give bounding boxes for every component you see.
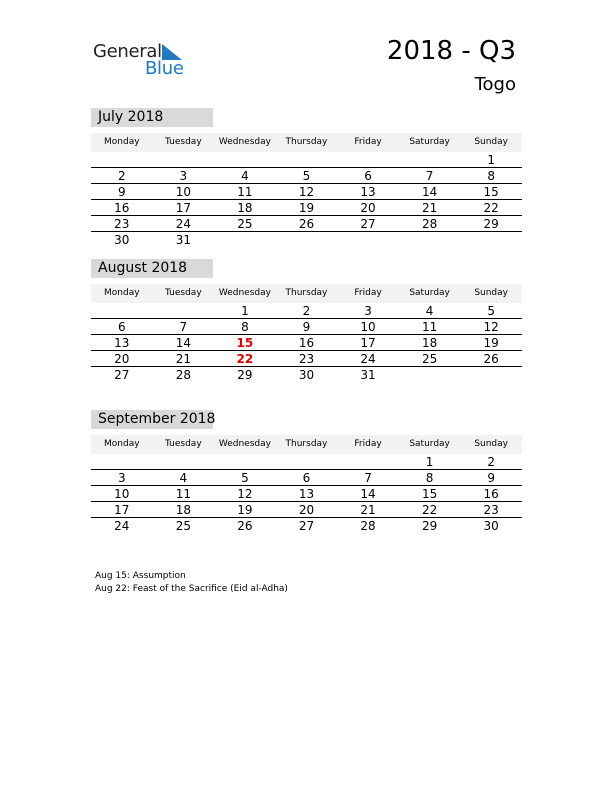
day-cell: 30 — [483, 519, 499, 533]
day-cell: 1 — [241, 304, 249, 318]
week-row — [91, 367, 522, 383]
day-cell: 21 — [360, 503, 376, 517]
weekday-header-row — [91, 133, 522, 152]
holiday-notes — [95, 570, 288, 596]
holiday-day-cell: 15 — [236, 336, 254, 350]
day-cell: 24 — [114, 519, 130, 533]
day-cell: 6 — [302, 471, 311, 485]
day-cell: 17 — [175, 201, 191, 215]
holiday-day-cell: 22 — [236, 352, 254, 366]
holiday-note: Aug 15: Assumption — [95, 571, 186, 581]
week-row — [91, 184, 522, 200]
day-cell: 26 — [483, 352, 499, 366]
day-cell: 3 — [117, 471, 126, 485]
day-cell: 1 — [425, 455, 434, 469]
day-cell — [214, 232, 276, 248]
day-cell: 25 — [175, 519, 191, 533]
day-cell: 11 — [421, 320, 438, 334]
day-cell: 13 — [298, 487, 315, 501]
day-cell: 7 — [425, 169, 434, 183]
day-cell: 27 — [298, 519, 315, 533]
weekday-label: Thursday — [285, 439, 328, 449]
month-title-text: July 2018 — [98, 109, 164, 125]
day-cell: 6 — [117, 320, 126, 334]
day-cell: 22 — [483, 201, 499, 215]
logo-general-text: General — [93, 41, 162, 62]
weekday-label: Wednesday — [218, 137, 271, 147]
weekday-label: Wednesday — [218, 439, 271, 449]
day-cell: 29 — [237, 368, 253, 382]
weekday-label: Sunday — [474, 137, 508, 147]
month-title — [91, 410, 216, 429]
day-cell — [153, 152, 215, 167]
day-cell: 5 — [487, 304, 495, 318]
day-cell — [276, 152, 338, 167]
day-cell: 25 — [237, 217, 253, 231]
weekday-label: Saturday — [409, 288, 450, 298]
day-cell: 3 — [364, 304, 372, 318]
day-cell: 16 — [298, 336, 315, 350]
day-cell: 11 — [175, 487, 191, 501]
day-cell: 30 — [298, 368, 315, 382]
day-cell: 6 — [364, 169, 372, 183]
day-cell: 28 — [360, 519, 376, 533]
day-cell: 8 — [487, 169, 495, 183]
day-cell: 15 — [421, 487, 438, 501]
day-cell: 8 — [241, 320, 249, 334]
day-cell — [399, 152, 461, 167]
day-cell — [91, 303, 153, 318]
day-cell: 1 — [487, 153, 495, 167]
day-cell: 9 — [117, 185, 126, 199]
weekday-label: Friday — [354, 137, 382, 147]
day-cell: 14 — [421, 185, 438, 199]
weekday-label: Saturday — [409, 439, 450, 449]
weekday-label: Saturday — [409, 137, 450, 147]
day-cell: 17 — [114, 503, 130, 517]
week-row — [91, 502, 522, 518]
day-cell — [214, 152, 276, 167]
day-cell: 22 — [421, 503, 438, 517]
day-cell — [399, 367, 461, 383]
day-cell: 2 — [302, 304, 311, 318]
day-cell: 20 — [298, 503, 315, 517]
weekday-label: Monday — [104, 288, 140, 298]
week-row — [91, 470, 522, 486]
day-cell — [153, 303, 215, 318]
week-row — [91, 454, 522, 470]
day-cell: 23 — [298, 352, 315, 366]
weekday-header-row — [91, 435, 522, 454]
day-cell: 10 — [175, 185, 191, 199]
weekday-label: Sunday — [474, 288, 508, 298]
day-cell: 4 — [179, 471, 188, 485]
day-cell: 19 — [298, 201, 315, 215]
week-row — [91, 486, 522, 502]
day-cell: 16 — [483, 487, 499, 501]
day-cell: 20 — [114, 352, 130, 366]
day-cell: 24 — [360, 352, 376, 366]
month-block — [91, 259, 522, 383]
day-cell: 12 — [298, 185, 315, 199]
week-row — [91, 232, 522, 248]
day-cell: 21 — [421, 201, 438, 215]
day-cell — [337, 454, 399, 469]
day-cell — [276, 232, 338, 248]
weekday-label: Tuesday — [165, 439, 202, 449]
day-cell: 27 — [114, 368, 130, 382]
day-cell: 5 — [302, 169, 311, 183]
day-cell: 14 — [175, 336, 191, 350]
week-row — [91, 319, 522, 335]
weekday-label: Sunday — [474, 439, 508, 449]
day-cell: 7 — [179, 320, 188, 334]
weekday-label: Tuesday — [165, 288, 202, 298]
week-row — [91, 168, 522, 184]
day-cell — [399, 232, 461, 248]
page-title: 2018 - Q3 — [386, 36, 516, 66]
month-title-text: September 2018 — [98, 411, 216, 427]
day-cell: 23 — [483, 503, 499, 517]
weekday-header-row — [91, 284, 522, 303]
day-cell: 29 — [483, 217, 499, 231]
day-cell: 27 — [360, 217, 376, 231]
day-cell: 13 — [360, 185, 376, 199]
week-row — [91, 216, 522, 232]
week-row — [91, 518, 522, 534]
day-cell: 29 — [421, 519, 438, 533]
day-cell — [276, 454, 338, 469]
day-cell: 14 — [360, 487, 376, 501]
day-cell: 13 — [114, 336, 130, 350]
week-row — [91, 335, 522, 351]
day-cell: 10 — [360, 320, 376, 334]
week-row — [91, 303, 522, 319]
weekday-label: Friday — [354, 439, 382, 449]
day-cell: 19 — [237, 503, 253, 517]
day-cell: 10 — [114, 487, 130, 501]
logo-blue-text: Blue — [145, 58, 184, 79]
weekday-label: Tuesday — [165, 137, 202, 147]
day-cell: 9 — [302, 320, 311, 334]
day-cell: 18 — [175, 503, 191, 517]
day-cell — [153, 454, 215, 469]
day-cell: 12 — [483, 320, 499, 334]
day-cell: 20 — [360, 201, 376, 215]
day-cell: 26 — [298, 217, 315, 231]
country-name: Togo — [474, 74, 516, 95]
day-cell: 9 — [487, 471, 495, 485]
day-cell — [460, 367, 522, 383]
day-cell: 25 — [421, 352, 438, 366]
day-cell: 8 — [425, 471, 434, 485]
weekday-label: Thursday — [285, 288, 328, 298]
weekday-label: Wednesday — [218, 288, 271, 298]
day-cell: 2 — [487, 455, 495, 469]
day-cell: 3 — [179, 169, 188, 183]
logo — [93, 41, 193, 81]
day-cell: 26 — [237, 519, 253, 533]
day-cell — [337, 152, 399, 167]
day-cell: 23 — [114, 217, 130, 231]
month-block — [91, 108, 522, 248]
day-cell: 7 — [364, 471, 372, 485]
week-row — [91, 152, 522, 168]
day-cell — [337, 232, 399, 248]
day-cell: 18 — [421, 336, 438, 350]
day-cell: 4 — [241, 169, 249, 183]
day-cell: 30 — [114, 233, 130, 247]
day-cell: 19 — [483, 336, 499, 350]
holiday-note: Aug 22: Feast of the Sacrifice (Eid al-Adha) — [95, 584, 288, 594]
day-cell: 12 — [237, 487, 253, 501]
day-cell: 24 — [175, 217, 191, 231]
day-cell — [91, 152, 153, 167]
day-cell: 17 — [360, 336, 376, 350]
day-cell: 31 — [175, 233, 191, 247]
day-cell: 31 — [360, 368, 376, 382]
day-cell: 18 — [237, 201, 253, 215]
day-cell: 11 — [237, 185, 253, 199]
month-title — [91, 259, 213, 278]
day-cell: 28 — [421, 217, 438, 231]
month-title — [91, 108, 213, 127]
week-row — [91, 351, 522, 367]
weekday-label: Monday — [104, 439, 140, 449]
month-title-text: August 2018 — [98, 260, 188, 276]
weekday-label: Friday — [354, 288, 382, 298]
day-cell — [214, 454, 276, 469]
day-cell: 28 — [175, 368, 191, 382]
day-cell: 16 — [114, 201, 130, 215]
day-cell: 21 — [175, 352, 191, 366]
day-cell: 5 — [241, 471, 249, 485]
weekday-label: Thursday — [285, 137, 328, 147]
week-row — [91, 200, 522, 216]
day-cell: 4 — [425, 304, 434, 318]
day-cell — [91, 454, 153, 469]
day-cell: 2 — [117, 169, 126, 183]
month-block — [91, 410, 522, 534]
day-cell: 15 — [483, 185, 499, 199]
weekday-label: Monday — [104, 137, 140, 147]
day-cell — [460, 232, 522, 248]
